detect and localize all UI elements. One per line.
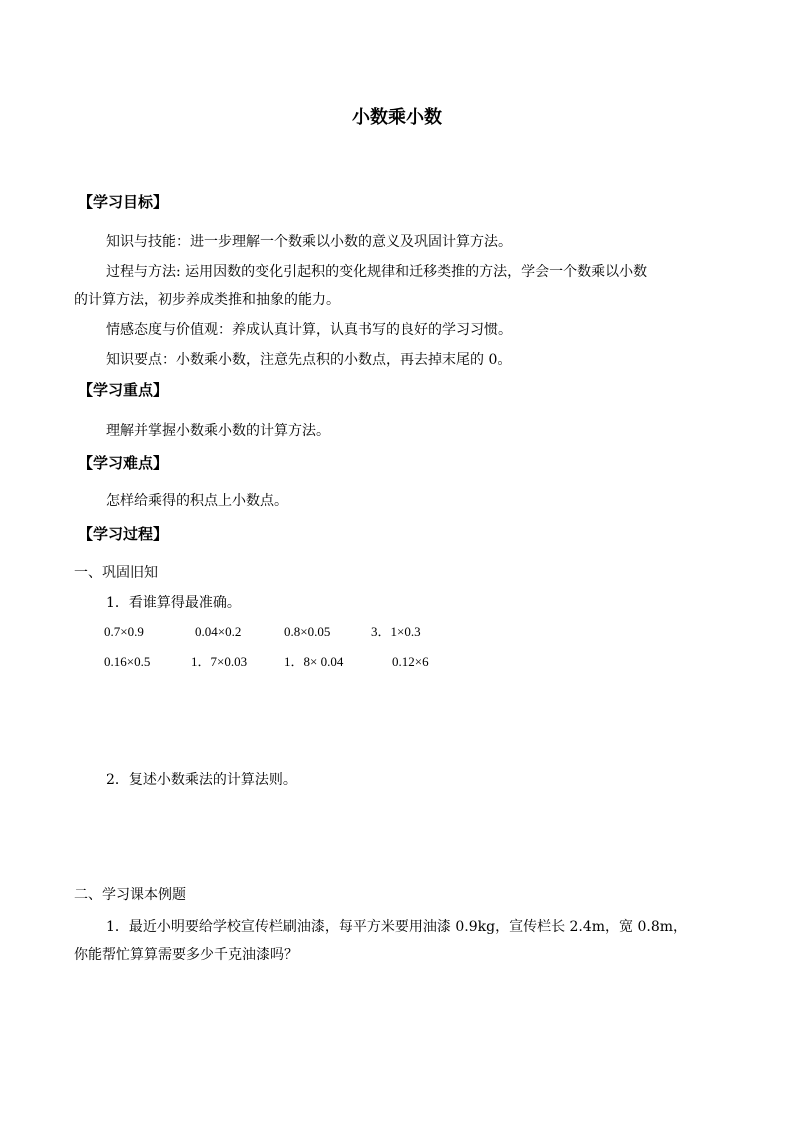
expression: 1．7×0.03 bbox=[191, 654, 248, 669]
example-line-1: 1．最近小明要给学校宣传栏刷油漆，每平方米要用油漆 0.9kg，宣传栏长 2.4m，宽 0.8m， bbox=[106, 919, 688, 935]
goals-line-5: 知识要点：小数乘小数，注意先点积的小数点，再去掉末尾的 0。 bbox=[106, 352, 512, 368]
goals-heading: 【学习目标】 bbox=[78, 193, 169, 211]
goals-line-2: 过程与方法: 运用因数的变化引起积的变化规律和迁移类推的方法，学会一个数乘以小数 bbox=[106, 264, 648, 280]
goals-line-3: 的计算方法，初步养成类推和抽象的能力。 bbox=[74, 292, 340, 308]
page-title: 小数乘小数 bbox=[352, 107, 442, 128]
exercise-item-2: 2．复述小数乘法的计算法则。 bbox=[106, 772, 297, 788]
expression: 0.12×6 bbox=[392, 654, 429, 669]
example-line-2: 你能帮忙算算需要多少千克油漆吗？ bbox=[74, 947, 298, 963]
expression: 0.7×0.9 bbox=[104, 624, 144, 639]
exercise-item-1: 1．看谁算得最准确。 bbox=[106, 595, 241, 611]
difficulty-heading: 【学习难点】 bbox=[78, 454, 169, 472]
key-point-heading: 【学习重点】 bbox=[78, 381, 169, 399]
part2-title: 二、学习课本例题 bbox=[74, 887, 186, 903]
difficulty-text: 怎样给乘得的积点上小数点。 bbox=[106, 493, 288, 509]
part1-title: 一、巩固旧知 bbox=[74, 565, 158, 581]
expression: 0.16×0.5 bbox=[104, 654, 151, 669]
goals-line-4: 情感态度与价值观：养成认真计算，认真书写的良好的学习习惯。 bbox=[106, 322, 512, 338]
expression: 0.04×0.2 bbox=[195, 624, 242, 639]
key-point-text: 理解并掌握小数乘小数的计算方法。 bbox=[106, 423, 330, 439]
expression: 0.8×0.05 bbox=[284, 624, 331, 639]
goals-line-1: 知识与技能：进一步理解一个数乘以小数的意义及巩固计算方法。 bbox=[106, 234, 512, 250]
process-heading: 【学习过程】 bbox=[78, 525, 169, 543]
expression: 1．8× 0.04 bbox=[284, 654, 344, 669]
expression: 3．1×0.3 bbox=[371, 624, 421, 639]
